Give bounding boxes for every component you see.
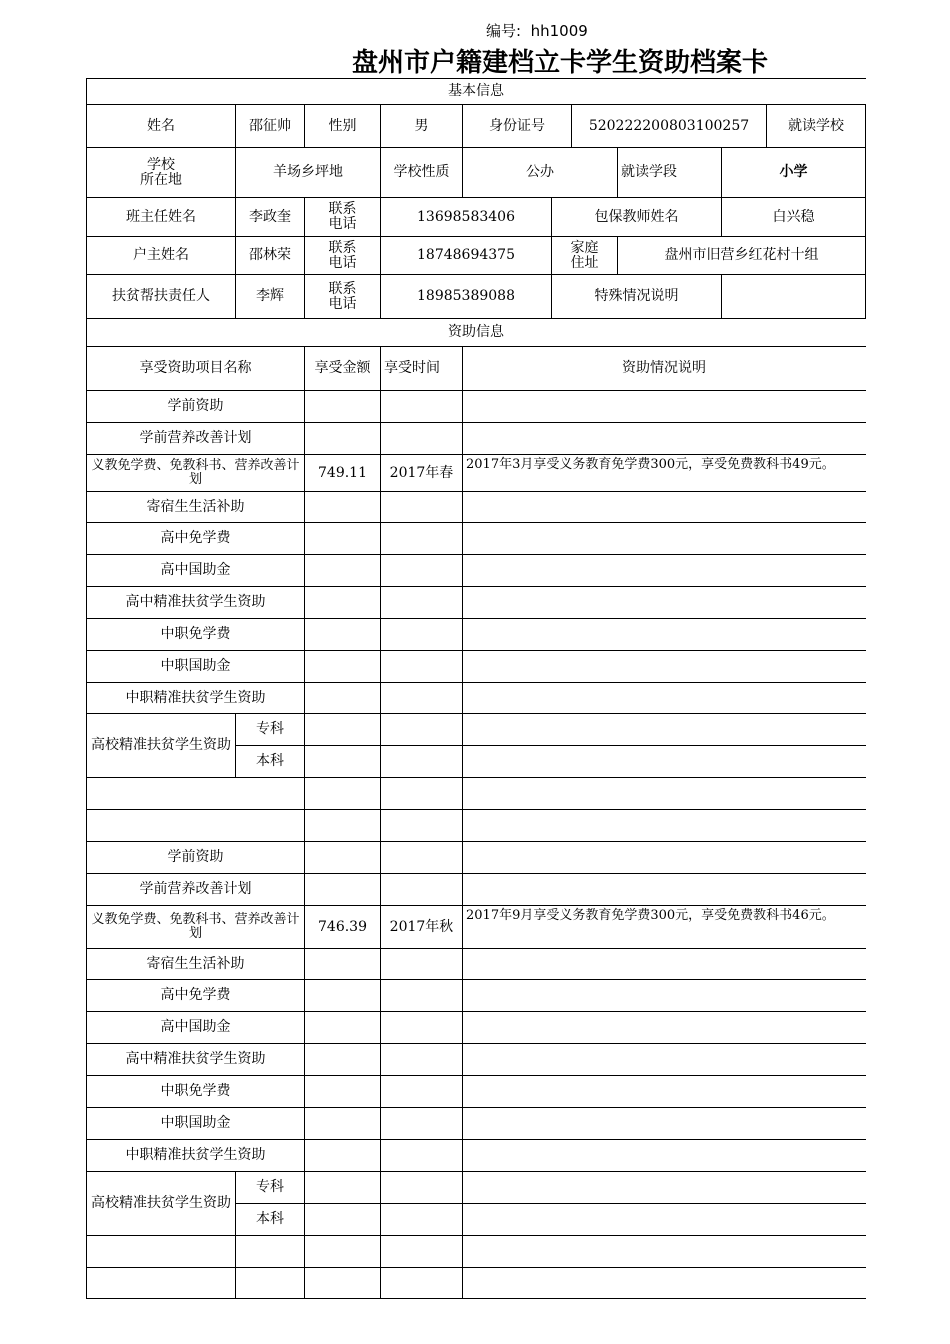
grid-line <box>462 1267 463 1299</box>
grid-line <box>86 809 866 810</box>
grid-line <box>86 841 866 842</box>
special-value <box>722 275 865 318</box>
funding-item-name: 寄宿生生活补助 <box>146 498 245 515</box>
funding-amount <box>305 1044 380 1075</box>
aid-person-phone: 18985389088 <box>417 288 515 304</box>
funding-note <box>463 587 865 618</box>
address-value: 盘州市旧营乡红花村十组 <box>664 247 819 263</box>
special-label: 特殊情况说明 <box>594 288 679 304</box>
funding-time <box>381 1012 462 1043</box>
higher-ed-label: 高校精准扶贫学生资助 <box>91 1195 231 1211</box>
funding-note <box>463 683 865 713</box>
id-value: 520222200803100257 <box>588 117 750 134</box>
funding-note <box>463 1140 865 1171</box>
funding-time <box>381 619 462 650</box>
funding-item-name: 中职免学费 <box>160 626 231 642</box>
funding-time <box>381 683 462 713</box>
grid-line <box>462 777 463 810</box>
funding-amount <box>305 492 380 522</box>
grid-line <box>304 809 305 842</box>
funding-note <box>463 523 865 554</box>
sub-label-junior-college: 专科 <box>256 1179 284 1195</box>
phone-label: 联系 电话 <box>328 239 357 271</box>
school-label: 就读学校 <box>788 117 844 134</box>
funding-item-name: 高中免学费 <box>160 987 231 1003</box>
householder-phone: 18748694375 <box>417 247 515 263</box>
col-amount: 享受金额 <box>314 360 371 376</box>
sub-label-undergraduate: 本科 <box>256 753 284 769</box>
serial-number <box>486 20 588 41</box>
funding-note: 2017年9月享受义务教育免学费300元，享受免费教科书46元。 <box>466 908 835 923</box>
funding-item-name: 寄宿生生活补助 <box>146 955 245 972</box>
funding-amount: 749.11 <box>318 464 367 481</box>
funding-time <box>381 555 462 586</box>
higher-ed-label: 高校精准扶贫学生资助 <box>91 737 231 753</box>
col-time: 享受时间 <box>384 360 440 376</box>
grid-line <box>86 777 866 778</box>
grid-line <box>462 713 463 778</box>
address-label: 家庭 住址 <box>570 239 599 271</box>
grid-line <box>235 1235 236 1268</box>
grid-line <box>235 745 866 746</box>
householder-value: 邵林荣 <box>249 247 291 263</box>
grid-line <box>304 1235 305 1268</box>
grid-line <box>235 1267 236 1299</box>
funding-item-name: 学前资助 <box>167 849 224 865</box>
guarantee-teacher-value: 白兴稳 <box>772 208 815 225</box>
grid-line <box>380 777 381 810</box>
funding-item-name: 学前资助 <box>167 398 224 414</box>
grid-line <box>304 1267 305 1299</box>
funding-amount <box>305 1076 380 1107</box>
grid-line <box>304 713 305 778</box>
funding-amount <box>305 1012 380 1043</box>
funding-item-name: 高中精准扶贫学生资助 <box>125 1051 266 1067</box>
funding-item-name: 中职国助金 <box>160 658 231 674</box>
funding-time <box>381 1076 462 1107</box>
phone-label: 联系 电话 <box>328 280 357 312</box>
funding-time <box>381 874 462 905</box>
funding-note <box>463 874 865 905</box>
funding-note <box>463 423 865 454</box>
funding-amount: 746.39 <box>318 918 367 935</box>
archive-card-table <box>86 78 865 1299</box>
name-value: 邵征帅 <box>249 117 291 134</box>
funding-item-name: 学前营养改善计划 <box>139 881 252 897</box>
sub-label-undergraduate: 本科 <box>256 1211 284 1227</box>
funding-item-name: 中职免学费 <box>160 1083 231 1099</box>
funding-note <box>463 492 865 522</box>
funding-item-name: 中职精准扶贫学生资助 <box>125 1147 266 1163</box>
funding-time <box>381 391 462 422</box>
funding-amount <box>305 683 380 713</box>
grid-line <box>86 1298 866 1299</box>
funding-item-name: 中职精准扶贫学生资助 <box>125 689 266 706</box>
funding-amount <box>305 1140 380 1171</box>
funding-note <box>463 1044 865 1075</box>
grid-line <box>380 1267 381 1299</box>
id-label: 身份证号 <box>489 117 545 134</box>
head-teacher-label: 班主任姓名 <box>126 208 196 225</box>
funding-time <box>381 949 462 979</box>
grid-line <box>380 1171 381 1236</box>
funding-time <box>381 1140 462 1171</box>
funding-time: 2017年春 <box>389 464 454 481</box>
funding-amount <box>305 651 380 682</box>
funding-amount <box>305 1108 380 1139</box>
school-location-value: 羊场乡坪地 <box>273 164 343 180</box>
grid-line <box>235 1203 866 1204</box>
funding-note <box>463 842 865 873</box>
funding-amount <box>305 619 380 650</box>
gender-label: 性别 <box>328 117 357 134</box>
grid-line <box>304 1171 305 1236</box>
funding-item-name: 义教免学费、免教科书、营养改善计划 <box>91 912 300 941</box>
funding-time <box>381 523 462 554</box>
sub-label-junior-college: 专科 <box>256 721 284 737</box>
stage-label: 就读学段 <box>621 164 677 180</box>
funding-time <box>381 1044 462 1075</box>
school-type-label: 学校性质 <box>393 164 450 180</box>
serial-value: hh1009 <box>530 22 588 40</box>
grid-line <box>304 777 305 810</box>
gender-value: 男 <box>414 117 429 134</box>
funding-note: 2017年3月享受义务教育免学费300元，享受免费教科书49元。 <box>466 457 835 472</box>
funding-item-name: 中职国助金 <box>160 1115 231 1131</box>
grid-line <box>865 104 866 319</box>
funding-time: 2017年秋 <box>389 918 454 935</box>
funding-time <box>381 587 462 618</box>
funding-note <box>463 651 865 682</box>
funding-amount <box>305 391 380 422</box>
page-title: 盘州市户籍建档立卡学生资助档案卡 <box>352 48 769 78</box>
name-label: 姓名 <box>147 117 175 134</box>
grid-line <box>380 713 381 778</box>
funding-item-name: 义教免学费、免教科书、营养改善计划 <box>91 458 300 487</box>
funding-amount <box>305 523 380 554</box>
funding-note <box>463 980 865 1011</box>
funding-amount <box>305 423 380 454</box>
grid-line <box>86 1235 866 1236</box>
funding-time <box>381 980 462 1011</box>
funding-item-name: 高中国助金 <box>160 562 231 578</box>
section-basic-info: 基本信息 <box>448 83 504 99</box>
aid-person-label: 扶贫帮扶责任人 <box>112 288 210 304</box>
funding-note <box>463 1012 865 1043</box>
funding-time <box>381 842 462 873</box>
grid-line <box>462 1171 463 1236</box>
grid-line <box>380 809 381 842</box>
head-teacher-phone: 13698583406 <box>417 208 515 225</box>
funding-time <box>381 1108 462 1139</box>
funding-note <box>463 555 865 586</box>
col-item-name: 享受资助项目名称 <box>139 360 252 376</box>
grid-line <box>462 809 463 842</box>
funding-item-name: 高中免学费 <box>160 530 231 546</box>
funding-time <box>381 423 462 454</box>
funding-item-name: 高中国助金 <box>160 1019 231 1035</box>
school-location-label: 学校 所在地 <box>140 156 182 188</box>
phone-label: 联系 电话 <box>328 201 357 232</box>
section-funding-info: 资助信息 <box>448 324 504 340</box>
householder-label: 户主姓名 <box>133 247 189 263</box>
funding-item-name: 高中精准扶贫学生资助 <box>125 594 266 610</box>
aid-person-value: 李辉 <box>256 288 284 304</box>
grid-line <box>86 1267 866 1268</box>
funding-amount <box>305 874 380 905</box>
guarantee-teacher-label: 包保教师姓名 <box>594 208 679 225</box>
funding-note <box>463 391 865 422</box>
stage-value: 小学 <box>779 164 808 180</box>
funding-note <box>463 1108 865 1139</box>
serial-label: 编号: <box>486 22 522 40</box>
grid-line <box>462 1235 463 1268</box>
school-type-value: 公办 <box>526 164 554 180</box>
funding-amount <box>305 587 380 618</box>
funding-time <box>381 492 462 522</box>
funding-time <box>381 651 462 682</box>
funding-amount <box>305 949 380 979</box>
col-note: 资助情况说明 <box>622 360 706 376</box>
funding-amount <box>305 980 380 1011</box>
funding-note <box>463 949 865 979</box>
funding-amount <box>305 555 380 586</box>
funding-item-name: 学前营养改善计划 <box>139 430 252 446</box>
head-teacher-value: 李政奎 <box>249 208 291 225</box>
funding-note <box>463 619 865 650</box>
grid-line <box>380 1235 381 1268</box>
funding-note <box>463 1076 865 1107</box>
funding-amount <box>305 842 380 873</box>
